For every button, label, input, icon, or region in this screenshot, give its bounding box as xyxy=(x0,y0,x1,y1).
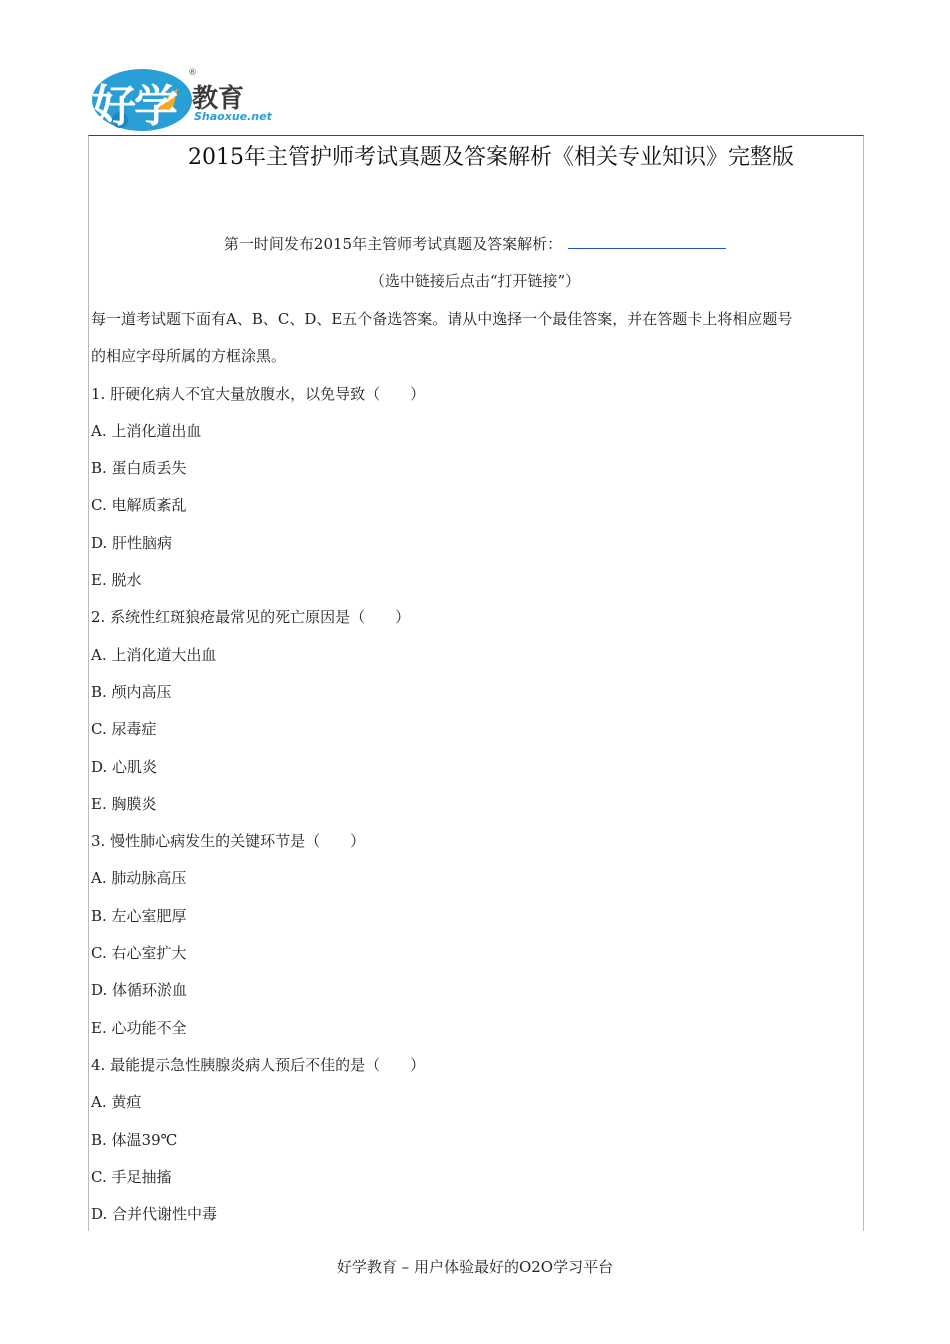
option-line: B. 蛋白质丢失 xyxy=(91,459,187,478)
option-line: D. 肝性脑病 xyxy=(91,533,173,552)
option-line: E. 脱水 xyxy=(91,571,142,590)
option-line: A. 上消化道出血 xyxy=(91,421,202,440)
page-title: 2015年主管护师考试真题及答案解析《相关专业知识》完整版 xyxy=(188,145,794,170)
question-content xyxy=(91,304,861,1236)
option-line: A. 肺动脉高压 xyxy=(91,869,187,888)
option-line: C. 电解质紊乱 xyxy=(91,496,187,515)
option-line: B. 体温39℃ xyxy=(91,1130,178,1149)
option-line: B. 左心室肥厚 xyxy=(91,906,187,925)
option-line: C. 右心室扩大 xyxy=(91,944,187,963)
question-line: 2. 系统性红斑狼疮最常见的死亡原因是（ ） xyxy=(91,608,411,627)
intro-line xyxy=(0,233,950,254)
option-line: E. 胸膜炎 xyxy=(91,794,157,813)
option-line: D. 合并代谢性中毒 xyxy=(91,1205,218,1224)
intro-text: 第一时间发布2015年主管师考试真题及答案解析： xyxy=(223,235,563,253)
option-line: A. 黄疸 xyxy=(91,1093,142,1112)
option-line: B. 颅内高压 xyxy=(91,682,172,701)
link-hint: （选中链接后点击“打开链接”） xyxy=(369,272,581,290)
logo xyxy=(92,68,282,134)
option-line: C. 尿毒症 xyxy=(91,720,157,739)
instruction-line: 的相应字母所属的方框涂黑。 xyxy=(91,347,287,366)
page-footer: 好学教育 – 用户体验最好的O2O学习平台 xyxy=(336,1258,614,1276)
logo-main-text: 好学 xyxy=(92,81,176,132)
registered-mark: ® xyxy=(188,68,197,78)
option-line: D. 体循环淤血 xyxy=(91,981,188,1000)
option-line: C. 手足抽搐 xyxy=(91,1167,172,1186)
question-line: 1. 肝硬化病人不宜大量放腹水，以免导致（ ） xyxy=(91,384,426,403)
question-line: 3. 慢性肺心病发生的关键环节是（ ） xyxy=(91,832,366,851)
question-line: 4. 最能提示急性胰腺炎病人预后不佳的是（ ） xyxy=(91,1055,426,1074)
answer-link[interactable] xyxy=(568,234,726,249)
instruction-line: 每一道考试题下面有A、B、C、D、E五个备选答案。请从中逸择一个最佳答案，并在答题卡上将相应题号 xyxy=(91,310,793,328)
logo-url: Shaoxue.net xyxy=(194,110,272,123)
option-line: E. 心功能不全 xyxy=(91,1018,187,1037)
option-line: D. 心肌炎 xyxy=(91,757,158,776)
option-line: A. 上消化道大出血 xyxy=(91,645,217,664)
logo-sub-text: 教育 xyxy=(192,84,245,114)
